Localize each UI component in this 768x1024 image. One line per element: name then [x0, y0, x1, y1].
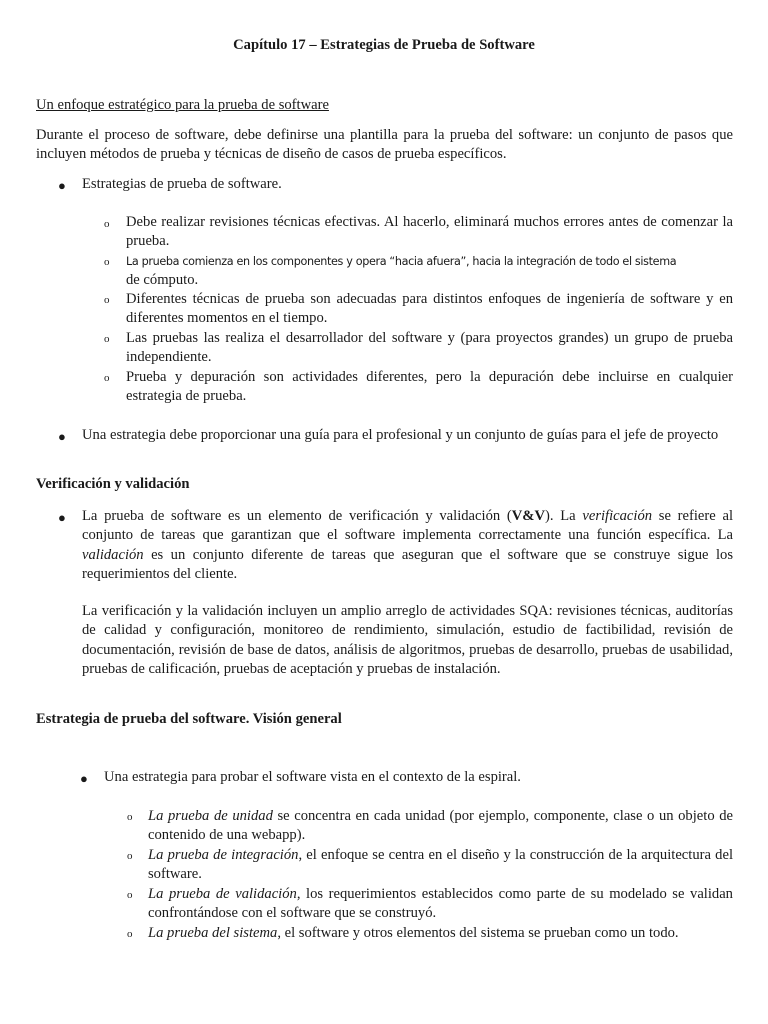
- circle-bullet-icon: o: [127, 850, 133, 862]
- sqa-paragraph: La verificación y la validación incluyen un amplio arreglo de actividades SQA: revisiones técnicas, auditorías de calidad y configuración, monitoreo de rendimiento, simulación, estudio de factibilidad, revisión de documentación, revisión de base de datos, análisis de algoritmos, pruebas de desarrollo, pruebas de usabilidad, pruebas de calificación, pruebas de aceptación y pruebas de instalación.: [82, 603, 733, 678]
- section-heading-vv: Verificación y validación: [36, 476, 190, 492]
- section-heading-overview: Estrategia de prueba del software. Visión general: [36, 711, 342, 727]
- bullet-guide: Una estrategia debe proporcionar una guía para el profesional y un conjunto de guías para el jefe de proyecto: [82, 427, 719, 443]
- sub-item-components-cont: de cómputo.: [126, 272, 199, 288]
- list-item-system-test: La prueba del sistema, el software y otros elementos del sistema se prueban como un todo.: [148, 925, 679, 941]
- bullet-spiral: Una estrategia para probar el software vista en el contexto de la espiral.: [104, 769, 521, 785]
- bullet-icon: ●: [80, 771, 88, 786]
- page-title: Capítulo 17 – Estrategias de Prueba de Software: [233, 37, 535, 53]
- circle-bullet-icon: o: [127, 811, 133, 823]
- sub-item-components: La prueba comienza en los componentes y opera “hacia afuera”, hacia la integración de todo el sistema: [126, 255, 677, 268]
- vv-paragraph: La prueba de software es un elemento de verificación y validación (V&V). La verificación se refiere al conjunto de tareas que garantizan que el software implementa correctamente una función específica. La validación es un conjunto diferente de tareas que aseguran que el software que se construye sigue los requerimientos del cliente.: [82, 508, 733, 583]
- circle-bullet-icon: o: [127, 889, 133, 901]
- sub-item-developer: Las pruebas las realiza el desarrollador del software y (para proyectos grandes) un grupo de prueba independiente.: [126, 330, 733, 366]
- circle-bullet-icon: o: [104, 372, 110, 384]
- bullet-icon: ●: [58, 510, 66, 525]
- circle-bullet-icon: o: [104, 294, 110, 306]
- list-item-unit-test: La prueba de unidad se concentra en cada unidad (por ejemplo, componente, clase o un objeto de contenido de una webapp).: [148, 808, 733, 844]
- bullet-icon: ●: [58, 178, 66, 193]
- intro-paragraph: Durante el proceso de software, debe definirse una plantilla para la prueba del software: un conjunto de pasos que incluyen métodos de prueba y técnicas de diseño de casos de prueba específicos.: [36, 127, 733, 163]
- circle-bullet-icon: o: [104, 218, 110, 230]
- section-heading-strategic-approach: Un enfoque estratégico para la prueba de software: [36, 97, 329, 113]
- circle-bullet-icon: o: [104, 333, 110, 345]
- list-item-integration-test: La prueba de integración, el enfoque se centra en el diseño y la construcción de la arquitectura del software.: [148, 847, 733, 883]
- sub-item-techniques: Diferentes técnicas de prueba son adecuadas para distintos enfoques de ingeniería de software y en diferentes momentos en el tiempo.: [126, 291, 733, 327]
- bullet-icon: ●: [58, 429, 66, 444]
- sub-item-debugging: Prueba y depuración son actividades diferentes, pero la depuración debe incluirse en cualquier estrategia de prueba.: [126, 369, 733, 405]
- sub-item-reviews: Debe realizar revisiones técnicas efectivas. Al hacerlo, eliminará muchos errores antes de comenzar la prueba.: [126, 214, 733, 250]
- circle-bullet-icon: o: [104, 256, 110, 268]
- list-item-validation-test: La prueba de validación, los requerimientos establecidos como parte de su modelado se validan confrontándose con el software que se construyó.: [148, 886, 733, 922]
- bullet-strategies: Estrategias de prueba de software.: [82, 176, 282, 192]
- circle-bullet-icon: o: [127, 928, 133, 940]
